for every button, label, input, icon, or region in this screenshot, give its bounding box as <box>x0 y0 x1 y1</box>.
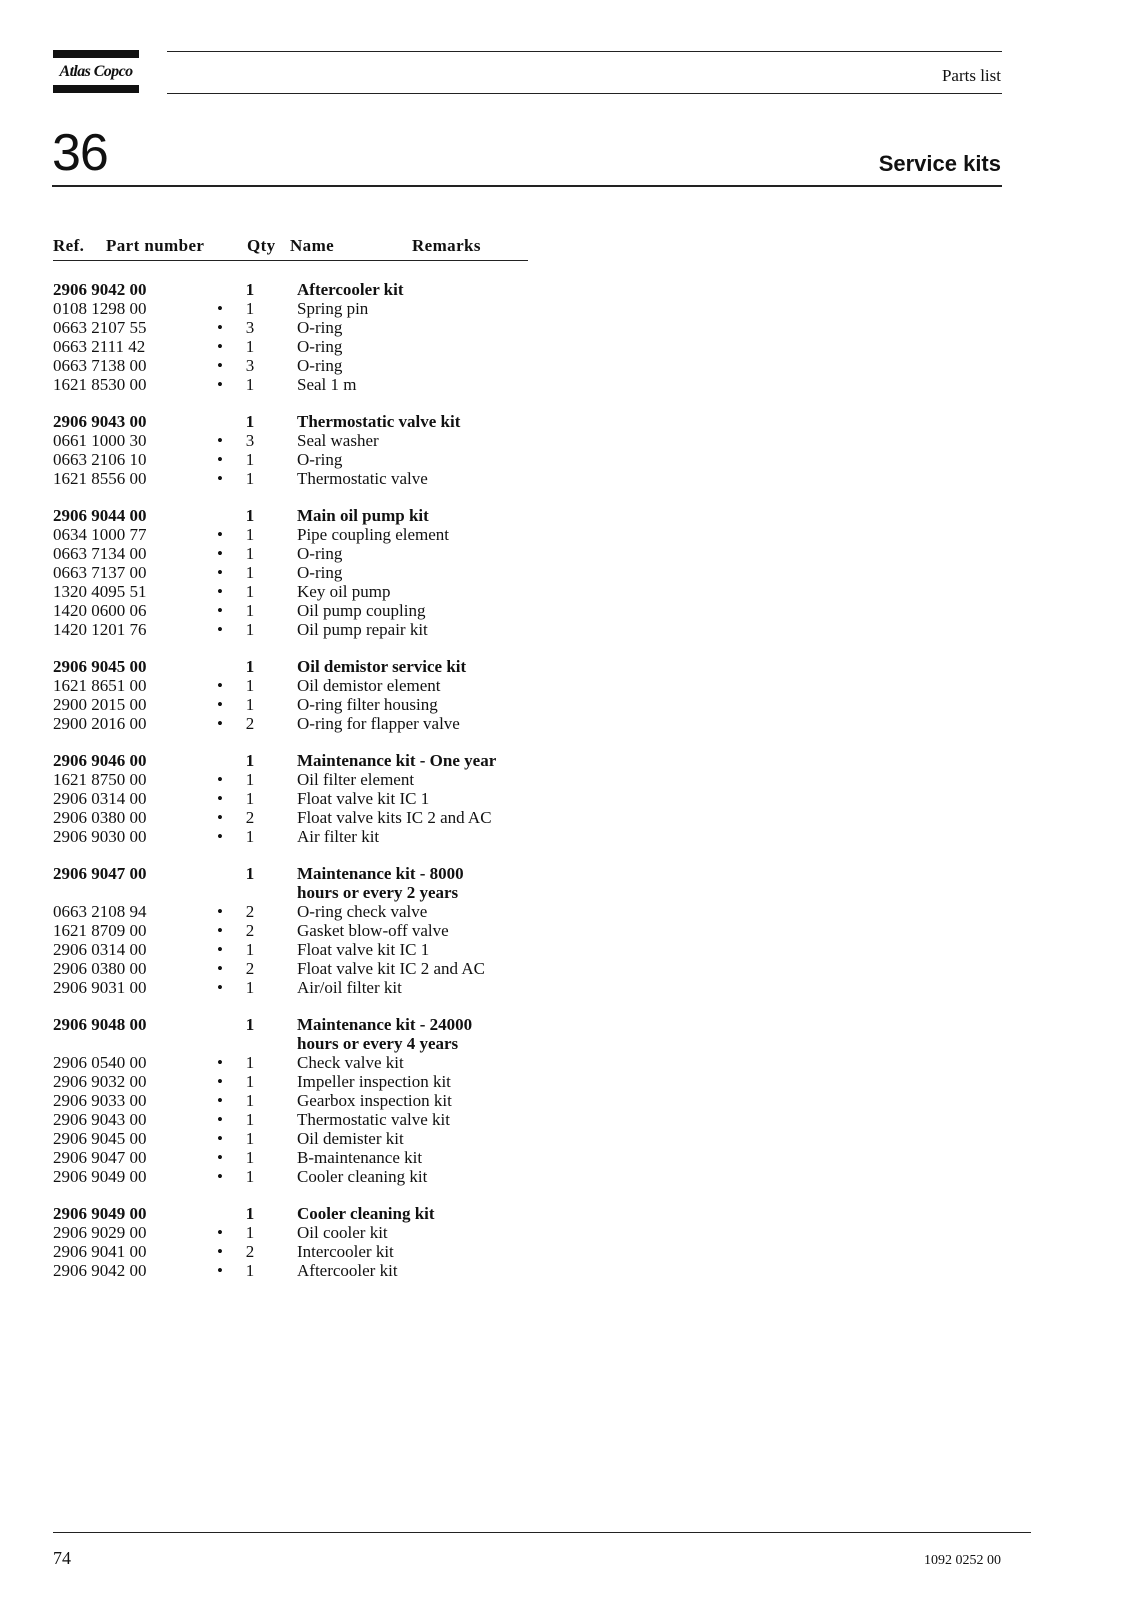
table-row <box>53 1110 528 1129</box>
group-spacer <box>53 997 528 1015</box>
item-part-number: 0634 1000 77 <box>53 525 147 544</box>
bullet: • <box>217 563 223 582</box>
atlas-copco-logo <box>53 50 139 95</box>
bullet: • <box>217 356 223 375</box>
item-name: Oil demister kit <box>297 1129 404 1148</box>
item-name: Float valve kit IC 1 <box>297 789 430 808</box>
item-name: Aftercooler kit <box>297 1261 398 1280</box>
item-name: Oil cooler kit <box>297 1223 388 1242</box>
item-part-number: 2906 0380 00 <box>53 959 147 978</box>
item-part-number: 0108 1298 00 <box>53 299 147 318</box>
item-name: Thermostatic valve kit <box>297 1110 450 1129</box>
item-name: Oil pump repair kit <box>297 620 428 639</box>
item-name: Oil pump coupling <box>297 601 426 620</box>
table-row <box>53 375 528 394</box>
bullet: • <box>217 469 223 488</box>
kit-name: Thermostatic valve kit <box>297 412 461 431</box>
kit-qty: 1 <box>245 751 255 770</box>
item-name: Seal 1 m <box>297 375 357 394</box>
item-qty: 1 <box>245 582 255 601</box>
table-row <box>53 620 528 639</box>
table-row <box>53 299 528 318</box>
item-part-number: 2906 9031 00 <box>53 978 147 997</box>
item-part-number: 2906 9029 00 <box>53 1223 147 1242</box>
table-row <box>53 921 528 940</box>
item-name: O-ring check valve <box>297 902 428 921</box>
page-title: Service kits <box>878 151 1001 176</box>
logo-bar-top <box>53 50 139 58</box>
bullet: • <box>217 601 223 620</box>
header-rule-middle <box>167 93 1002 94</box>
bullet: • <box>217 808 223 827</box>
bullet: • <box>217 695 223 714</box>
table-row <box>53 582 528 601</box>
table-row <box>53 808 528 827</box>
item-part-number: 1420 1201 76 <box>53 620 147 639</box>
bullet: • <box>217 1167 223 1186</box>
kit-part-number: 2906 9045 00 <box>53 657 147 676</box>
item-qty: 1 <box>245 450 255 469</box>
item-name: Float valve kits IC 2 and AC <box>297 808 492 827</box>
table-row <box>53 1242 528 1261</box>
kit-header-row <box>53 1204 528 1223</box>
bullet: • <box>217 620 223 639</box>
group-spacer <box>53 394 528 412</box>
item-name: Air/oil filter kit <box>297 978 402 997</box>
group-spacer <box>53 846 528 864</box>
table-row <box>53 827 528 846</box>
item-part-number: 2906 9030 00 <box>53 827 147 846</box>
group-spacer <box>53 639 528 657</box>
document-number: 1092 0252 00 <box>924 1553 1001 1568</box>
bullet: • <box>217 676 223 695</box>
bullet: • <box>217 789 223 808</box>
kit-qty: 1 <box>245 1204 255 1223</box>
kit-header-row <box>53 864 528 883</box>
table-row <box>53 1053 528 1072</box>
item-name: Spring pin <box>297 299 369 318</box>
item-qty: 1 <box>245 770 255 789</box>
bullet: • <box>217 450 223 469</box>
item-part-number: 0663 2107 55 <box>53 318 147 337</box>
bullet: • <box>217 1148 223 1167</box>
kit-part-number: 2906 9044 00 <box>53 506 147 525</box>
bullet: • <box>217 921 223 940</box>
item-name: O-ring <box>297 450 343 469</box>
item-qty: 1 <box>245 620 255 639</box>
item-part-number: 1621 8709 00 <box>53 921 147 940</box>
bullet: • <box>217 978 223 997</box>
kit-header-row <box>53 657 528 676</box>
table-row <box>53 1223 528 1242</box>
kit-name: Maintenance kit - 24000 <box>297 1015 473 1034</box>
item-part-number: 0663 2108 94 <box>53 902 147 921</box>
table-row <box>53 469 528 488</box>
item-part-number: 2906 9033 00 <box>53 1091 147 1110</box>
item-qty: 2 <box>245 902 255 921</box>
item-name: O-ring <box>297 544 343 563</box>
item-qty: 1 <box>245 978 255 997</box>
item-qty: 1 <box>245 1053 255 1072</box>
item-name: Gasket blow-off valve <box>297 921 449 940</box>
table-row <box>53 601 528 620</box>
kit-header-row <box>53 1015 528 1034</box>
item-qty: 1 <box>245 375 255 394</box>
kit-part-number: 2906 9042 00 <box>53 280 147 299</box>
item-part-number: 2900 2015 00 <box>53 695 147 714</box>
bullet: • <box>217 1110 223 1129</box>
item-name: O-ring <box>297 563 343 582</box>
bullet: • <box>217 959 223 978</box>
bullet: • <box>217 714 223 733</box>
kit-qty: 1 <box>245 506 255 525</box>
chapter-number: 36 <box>52 124 108 182</box>
table-row <box>53 563 528 582</box>
item-qty: 1 <box>245 563 255 582</box>
col-name: Name <box>290 236 335 255</box>
table-row <box>53 959 528 978</box>
item-qty: 2 <box>245 714 255 733</box>
item-qty: 1 <box>245 1110 255 1129</box>
table-row <box>53 978 528 997</box>
kit-name: Maintenance kit - One year <box>297 751 497 770</box>
kit-part-number: 2906 9049 00 <box>53 1204 147 1223</box>
item-part-number: 1621 8530 00 <box>53 375 147 394</box>
item-qty: 1 <box>245 299 255 318</box>
kit-header-row <box>53 280 528 299</box>
item-qty: 1 <box>245 1261 255 1280</box>
item-qty: 3 <box>245 356 255 375</box>
bullet: • <box>217 827 223 846</box>
bullet: • <box>217 299 223 318</box>
bullet: • <box>217 318 223 337</box>
item-name: Key oil pump <box>297 582 391 601</box>
bullet: • <box>217 1129 223 1148</box>
bullet: • <box>217 770 223 789</box>
item-qty: 2 <box>245 959 255 978</box>
bullet: • <box>217 1242 223 1261</box>
item-qty: 1 <box>245 676 255 695</box>
bullet: • <box>217 1053 223 1072</box>
table-row <box>53 1148 528 1167</box>
item-part-number: 2906 9047 00 <box>53 1148 147 1167</box>
item-name: Air filter kit <box>297 827 380 846</box>
kit-header-row <box>53 751 528 770</box>
col-part-number: Part number <box>106 236 205 255</box>
kit-qty: 1 <box>245 864 255 883</box>
group-spacer <box>53 1186 528 1204</box>
kit-qty: 1 <box>245 280 255 299</box>
item-qty: 1 <box>245 1223 255 1242</box>
item-part-number: 2906 9042 00 <box>53 1261 147 1280</box>
bullet: • <box>217 1223 223 1242</box>
bullet: • <box>217 1261 223 1280</box>
item-qty: 2 <box>245 921 255 940</box>
kit-name: Maintenance kit - 8000 <box>297 864 464 883</box>
item-name: O-ring <box>297 356 343 375</box>
item-qty: 1 <box>245 544 255 563</box>
item-part-number: 0663 7134 00 <box>53 544 147 563</box>
item-part-number: 2906 0314 00 <box>53 789 147 808</box>
kit-part-number: 2906 9047 00 <box>53 864 147 883</box>
item-part-number: 1420 0600 06 <box>53 601 147 620</box>
table-row <box>53 1129 528 1148</box>
table-row <box>53 544 528 563</box>
group-spacer <box>53 488 528 506</box>
bullet: • <box>217 431 223 450</box>
kit-name: Aftercooler kit <box>297 280 404 299</box>
table-row <box>53 902 528 921</box>
item-qty: 1 <box>245 695 255 714</box>
item-qty: 1 <box>245 601 255 620</box>
table-row <box>53 525 528 544</box>
kit-qty: 1 <box>245 657 255 676</box>
bullet: • <box>217 902 223 921</box>
kit-name: Cooler cleaning kit <box>297 1204 435 1223</box>
col-remarks: Remarks <box>412 236 481 255</box>
item-name: Float valve kit IC 2 and AC <box>297 959 485 978</box>
table-body <box>53 261 528 1280</box>
title-rule <box>52 185 1002 187</box>
item-part-number: 2906 9032 00 <box>53 1072 147 1091</box>
item-qty: 1 <box>245 525 255 544</box>
item-part-number: 0663 7138 00 <box>53 356 147 375</box>
item-part-number: 2906 0314 00 <box>53 940 147 959</box>
table-row <box>53 676 528 695</box>
col-qty: Qty <box>247 236 276 255</box>
item-part-number: 2906 9043 00 <box>53 1110 147 1129</box>
item-qty: 2 <box>245 808 255 827</box>
item-name: Seal washer <box>297 431 379 450</box>
item-part-number: 0663 2106 10 <box>53 450 147 469</box>
item-name: O-ring <box>297 337 343 356</box>
kit-name: Oil demistor service kit <box>297 657 467 676</box>
item-name: Float valve kit IC 1 <box>297 940 430 959</box>
header-rule-top <box>167 51 1002 52</box>
section-label: Parts list <box>941 66 1001 85</box>
kit-header-row <box>53 412 528 431</box>
table-row <box>53 1261 528 1280</box>
kit-part-number: 2906 9043 00 <box>53 412 147 431</box>
item-part-number: 2900 2016 00 <box>53 714 147 733</box>
group-spacer <box>53 733 528 751</box>
item-qty: 1 <box>245 337 255 356</box>
item-part-number: 1621 8651 00 <box>53 676 147 695</box>
kit-header-row <box>53 506 528 525</box>
bullet: • <box>217 525 223 544</box>
item-name: Oil filter element <box>297 770 415 789</box>
kit-name-continuation-row <box>53 1034 528 1053</box>
kit-part-number: 2906 9048 00 <box>53 1015 147 1034</box>
item-name: Oil demistor element <box>297 676 441 695</box>
kit-name-continued: hours or every 4 years <box>297 1034 459 1053</box>
bullet: • <box>217 940 223 959</box>
table-row <box>53 450 528 469</box>
item-qty: 1 <box>245 1148 255 1167</box>
item-name: Gearbox inspection kit <box>297 1091 452 1110</box>
table-row <box>53 695 528 714</box>
table-header <box>53 234 528 261</box>
item-part-number: 0663 2111 42 <box>53 337 146 356</box>
bullet: • <box>217 1072 223 1091</box>
table-row <box>53 431 528 450</box>
item-part-number: 2906 9049 00 <box>53 1167 147 1186</box>
item-name: Check valve kit <box>297 1053 404 1072</box>
item-qty: 1 <box>245 1072 255 1091</box>
item-part-number: 2906 0540 00 <box>53 1053 147 1072</box>
table-row <box>53 770 528 789</box>
item-qty: 1 <box>245 827 255 846</box>
item-part-number: 0663 7137 00 <box>53 563 147 582</box>
item-qty: 1 <box>245 1167 255 1186</box>
item-name: O-ring for flapper valve <box>297 714 460 733</box>
logo-wordmark: Atlas Copco <box>59 63 133 80</box>
item-qty: 1 <box>245 469 255 488</box>
kit-part-number: 2906 9046 00 <box>53 751 147 770</box>
bullet: • <box>217 337 223 356</box>
item-name: O-ring filter housing <box>297 695 438 714</box>
item-part-number: 1320 4095 51 <box>53 582 147 601</box>
item-name: Thermostatic valve <box>297 469 428 488</box>
table-row <box>53 356 528 375</box>
item-qty: 3 <box>245 318 255 337</box>
kit-name-continued: hours or every 2 years <box>297 883 459 902</box>
logo-bar-bottom <box>53 85 139 93</box>
page-number: 74 <box>53 1548 71 1568</box>
item-qty: 1 <box>245 1091 255 1110</box>
item-qty: 3 <box>245 431 255 450</box>
item-part-number: 2906 9045 00 <box>53 1129 147 1148</box>
item-part-number: 2906 9041 00 <box>53 1242 147 1261</box>
table-row <box>53 714 528 733</box>
item-qty: 2 <box>245 1242 255 1261</box>
bullet: • <box>217 375 223 394</box>
item-name: Impeller inspection kit <box>297 1072 451 1091</box>
kit-name: Main oil pump kit <box>297 506 429 525</box>
table-row <box>53 318 528 337</box>
table-row <box>53 940 528 959</box>
col-ref: Ref. <box>53 236 85 255</box>
item-name: O-ring <box>297 318 343 337</box>
item-name: B-maintenance kit <box>297 1148 423 1167</box>
parts-table <box>53 234 528 1280</box>
item-name: Intercooler kit <box>297 1242 394 1261</box>
table-row <box>53 337 528 356</box>
item-part-number: 1621 8750 00 <box>53 770 147 789</box>
item-part-number: 1621 8556 00 <box>53 469 147 488</box>
table-row <box>53 789 528 808</box>
footer-rule <box>53 1532 1031 1533</box>
item-name: Pipe coupling element <box>297 525 450 544</box>
kit-qty: 1 <box>245 1015 255 1034</box>
table-row <box>53 1091 528 1110</box>
item-name: Cooler cleaning kit <box>297 1167 428 1186</box>
item-qty: 1 <box>245 1129 255 1148</box>
kit-qty: 1 <box>245 412 255 431</box>
table-row <box>53 1072 528 1091</box>
bullet: • <box>217 1091 223 1110</box>
kit-name-continuation-row <box>53 883 528 902</box>
table-row <box>53 1167 528 1186</box>
item-part-number: 0661 1000 30 <box>53 431 147 450</box>
bullet: • <box>217 544 223 563</box>
item-qty: 1 <box>245 940 255 959</box>
bullet: • <box>217 582 223 601</box>
item-qty: 1 <box>245 789 255 808</box>
item-part-number: 2906 0380 00 <box>53 808 147 827</box>
